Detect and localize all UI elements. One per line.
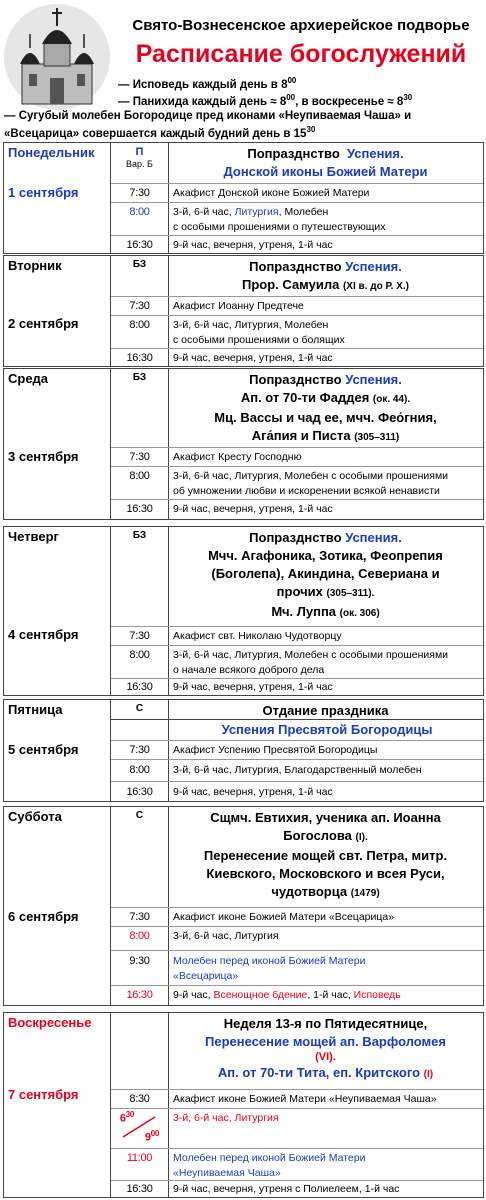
day-title: Попразднство Успения. Ап. от 70-ти Фаддея (ок. 44). Мц. Вассы и чад ее, мчч. Фео́гния, Ага́пия и Писта (305–311) bbox=[214, 372, 437, 443]
service-row: 16:30 9-й час, вечерня, утреня, 1-й час bbox=[111, 348, 483, 367]
service-row: 8:00 3-й, 6-й час, Литургия, Молебен с особыми прошениями об умножении любви и искоренении всякой ненависти bbox=[111, 466, 483, 500]
day-title: Попразднство Успения. Мчч. Агафоника, Зотика, Феопрепия (Боголепа), Акиндина, Севериана и прочих (305–311). Мч. Луппа (ок. 306) bbox=[208, 530, 443, 619]
panikhida-note: — Панихида каждый день ≈ $8^{00}$, в воскресенье ≈ $8^{30}$ bbox=[118, 93, 413, 108]
service-row: 16:30 9-й час, Всенощное бдение, 1-й час, Исповедь bbox=[111, 985, 483, 1006]
service-row: 16:30 9-й час, вечерня, утреня с Полиелеем, 1-й час bbox=[111, 1180, 483, 1199]
service-row: 7:30 Акафист Кресту Господню bbox=[111, 447, 483, 467]
day-name: Воскресенье bbox=[8, 1015, 92, 1030]
day-friday bbox=[3, 699, 484, 802]
service-row: 8:00 3-й, 6-й час, Литургия, Молебен с особыми прошениями о болящих bbox=[111, 315, 483, 349]
service-row: 16:30 9-й час, вечерня, утреня, 1-й час bbox=[111, 678, 483, 697]
service-row: 8:00 3-й, 6-й час, Литургия bbox=[111, 926, 483, 951]
fast-marker: С bbox=[135, 810, 144, 821]
day-sunday bbox=[3, 1012, 484, 1198]
day-name: Среда bbox=[8, 371, 49, 386]
day-date: 1 сентября bbox=[8, 185, 79, 200]
service-row: 7:30 Акафист Иоанну Предтече bbox=[111, 296, 483, 316]
day-date: 4 сентября bbox=[8, 627, 79, 642]
day-monday bbox=[3, 142, 484, 254]
fast-marker: БЗ bbox=[132, 372, 147, 383]
day-name: Суббота bbox=[8, 809, 62, 824]
fast-variant: Вар. Б bbox=[126, 159, 153, 169]
day-tuesday bbox=[3, 255, 484, 367]
service-row: 7:30 Акафист Донской иконе Божией Матери bbox=[111, 183, 483, 203]
day-title: Отдание праздника bbox=[262, 703, 389, 718]
day-wednesday bbox=[3, 368, 484, 520]
church-logo bbox=[2, 2, 112, 112]
day-thursday bbox=[3, 526, 484, 696]
fast-marker: БЗ bbox=[132, 259, 147, 270]
day-date: 5 сентября bbox=[8, 742, 79, 757]
day-saturday bbox=[3, 806, 484, 1006]
day-title: Сщмч. Евтихия, ученика ап. Иоанна Богослова (I). Перенесение мощей свт. Петра, митр. Киевского, Московского и всея Руси, чудотворца (1479) bbox=[203, 810, 448, 899]
day-date: 6 сентября bbox=[8, 909, 79, 924]
fast-marker: П bbox=[135, 146, 144, 158]
service-row: 7:30 Акафист иконе Божией Матери «Всецарица» bbox=[111, 907, 483, 927]
service-row: 16:30 9-й час, вечерня, утреня, 1-й час bbox=[111, 781, 483, 802]
service-row: 7:30 Акафист свт. Николаю Чудотворцу bbox=[111, 626, 483, 646]
fast-marker: БЗ bbox=[132, 530, 147, 541]
page-title: Свято-Вознесенское архиерейское подворье bbox=[132, 17, 470, 34]
day-date: 3 сентября bbox=[8, 449, 79, 464]
day-name: Четверг bbox=[8, 529, 59, 544]
day-date: 2 сентября bbox=[8, 316, 79, 331]
header bbox=[0, 0, 486, 140]
day-title: Попразднство Успения. Донской иконы Божией Матери bbox=[223, 146, 428, 179]
moleben-note-1: — Сугубый молебен Богородице пред иконами «Неупиваемая Чаша» и bbox=[4, 110, 412, 122]
service-row: 7:30 Акафист Успению Пресвятой Богородицы bbox=[111, 740, 483, 760]
day-name: Понедельник bbox=[8, 145, 95, 160]
day-title: Неделя 13-я по Пятидесятнице, Перенесение мощей ап. Варфоломея (VI). Ап. от 70-ти Тита, еп. Критского (I) bbox=[205, 1016, 446, 1080]
service-row: 8:00 3-й, 6-й час, Литургия, Молебен с особыми прошениями о путешествующих bbox=[111, 202, 483, 236]
day-title: Попразднство Успения. Прор. Самуила (XI в. до Р. Х.) bbox=[242, 259, 409, 292]
service-row: 8:00 3-й, 6-й час, Литургия, Молебен с особыми прошениями о начале всякого доброго дела bbox=[111, 645, 483, 679]
service-row: 9:30 Молебен перед иконой Божией Матери «Всецарица» bbox=[111, 950, 483, 986]
day-name: Пятница bbox=[8, 702, 63, 717]
service-row: 16:30 9-й час, вечерня, утреня, 1-й час bbox=[111, 235, 483, 254]
confession-note: — Исповедь каждый день в $8^{00}$ bbox=[118, 76, 297, 91]
service-row: 11:00 Молебен перед иконой Божией Матери «Неупиваемая Чаша» bbox=[111, 1148, 483, 1181]
day-date: 7 сентября bbox=[8, 1087, 79, 1102]
moleben-note-2: «Всецарица» совершается каждый будний день в $15^{30}$ bbox=[4, 125, 316, 140]
service-row: 8:00 3-й, 6-й час, Литургия, Благодарственный молебен bbox=[111, 759, 483, 782]
service-row: Успения Пресвятой Богородицы bbox=[111, 719, 483, 741]
service-row: $6^{30}$ $9^{00}$ 3-й, 6-й час, Литургия bbox=[111, 1108, 483, 1149]
schedule-title: Расписание богослужений bbox=[135, 40, 467, 68]
service-row: 16:30 9-й час, вечерня, утреня, 1-й час bbox=[111, 499, 483, 520]
day-name: Вторник bbox=[8, 258, 62, 273]
service-row: 8:30 Акафист иконе Божией Матери «Неупиваемая Чаша» bbox=[111, 1089, 483, 1109]
fast-marker: С bbox=[135, 703, 144, 714]
